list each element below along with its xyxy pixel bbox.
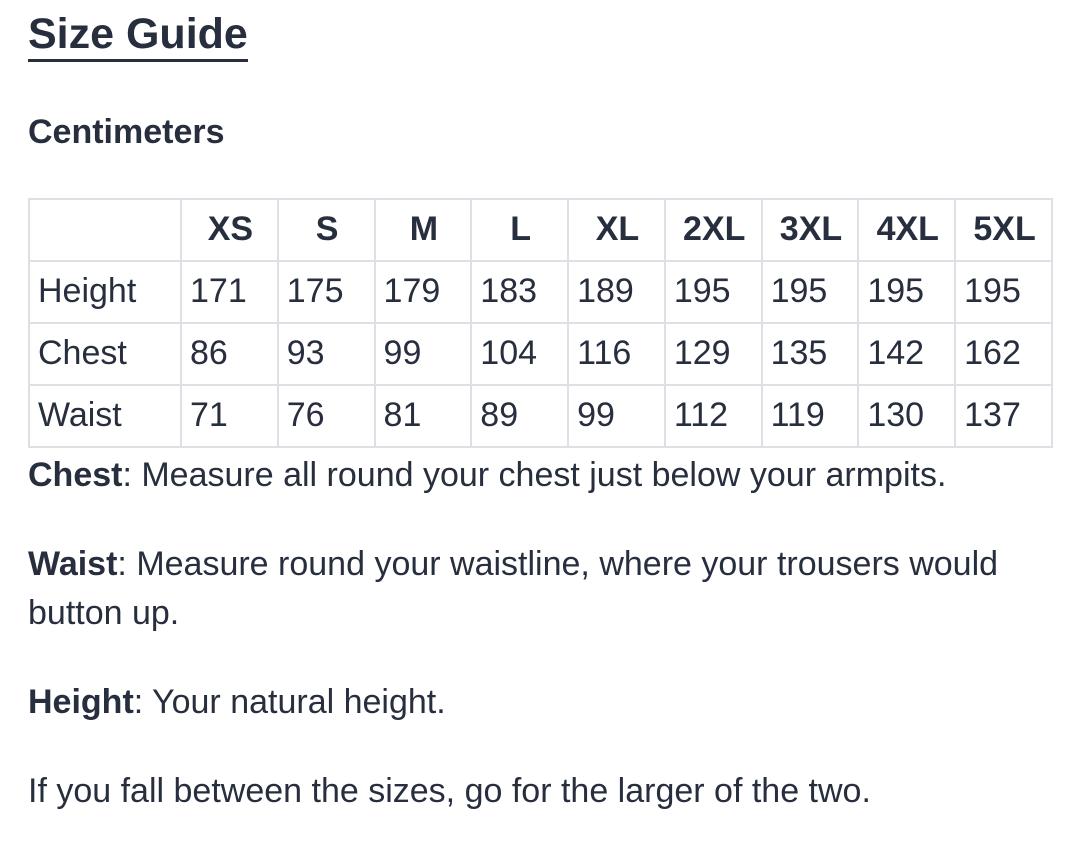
- table-cell: 93: [278, 323, 375, 385]
- page-title: Size Guide: [28, 12, 248, 62]
- table-cell: 99: [375, 323, 472, 385]
- table-cell: 179: [375, 261, 472, 323]
- note-waist: [28, 540, 1053, 638]
- table-row-chest: [29, 323, 1052, 385]
- table-corner-cell: [29, 199, 181, 261]
- row-label-chest: Chest: [29, 323, 181, 385]
- column-header-2xl: 2XL: [665, 199, 762, 261]
- column-header-5xl: 5XL: [955, 199, 1052, 261]
- table-cell: 183: [471, 261, 568, 323]
- table-cell: 130: [858, 385, 955, 447]
- table-cell: 99: [568, 385, 665, 447]
- row-label-waist: Waist: [29, 385, 181, 447]
- column-header-xs: XS: [181, 199, 278, 261]
- note-between-sizes: [28, 767, 1053, 816]
- table-row-height: [29, 261, 1052, 323]
- table-cell: 104: [471, 323, 568, 385]
- table-cell: 112: [665, 385, 762, 447]
- column-header-l: L: [471, 199, 568, 261]
- column-header-4xl: 4XL: [858, 199, 955, 261]
- table-cell: 119: [762, 385, 859, 447]
- note-chest: [28, 451, 1053, 500]
- note-height-text: : Your natural height.: [133, 682, 446, 721]
- note-between-sizes-text: If you fall between the sizes, go for the larger of the two.: [28, 771, 871, 810]
- table-cell: 175: [278, 261, 375, 323]
- size-table-header-row: [29, 199, 1052, 261]
- units-heading: Centimeters: [28, 113, 225, 152]
- table-cell: 129: [665, 323, 762, 385]
- table-cell: 81: [375, 385, 472, 447]
- row-label-height: Height: [29, 261, 181, 323]
- table-row-waist: [29, 385, 1052, 447]
- table-cell: 195: [955, 261, 1052, 323]
- table-cell: 171: [181, 261, 278, 323]
- table-cell: 76: [278, 385, 375, 447]
- table-cell: 162: [955, 323, 1052, 385]
- column-header-m: M: [375, 199, 472, 261]
- note-height: [28, 678, 1053, 727]
- measurement-notes: [28, 451, 1053, 816]
- note-waist-term: Waist: [28, 544, 118, 583]
- table-cell: 116: [568, 323, 665, 385]
- table-cell: 195: [665, 261, 762, 323]
- table-cell: 71: [181, 385, 278, 447]
- size-table: [28, 198, 1053, 448]
- table-cell: 89: [471, 385, 568, 447]
- column-header-3xl: 3XL: [762, 199, 859, 261]
- column-header-xl: XL: [568, 199, 665, 261]
- table-cell: 137: [955, 385, 1052, 447]
- table-cell: 195: [762, 261, 859, 323]
- note-chest-term: Chest: [28, 455, 123, 494]
- note-waist-text: : Measure round your waistline, where your trousers would button up.: [28, 544, 999, 632]
- table-cell: 142: [858, 323, 955, 385]
- table-cell: 189: [568, 261, 665, 323]
- note-chest-text: : Measure all round your chest just below your armpits.: [122, 455, 947, 494]
- table-cell: 135: [762, 323, 859, 385]
- table-cell: 86: [181, 323, 278, 385]
- note-height-term: Height: [28, 682, 134, 721]
- table-cell: 195: [858, 261, 955, 323]
- column-header-s: S: [278, 199, 375, 261]
